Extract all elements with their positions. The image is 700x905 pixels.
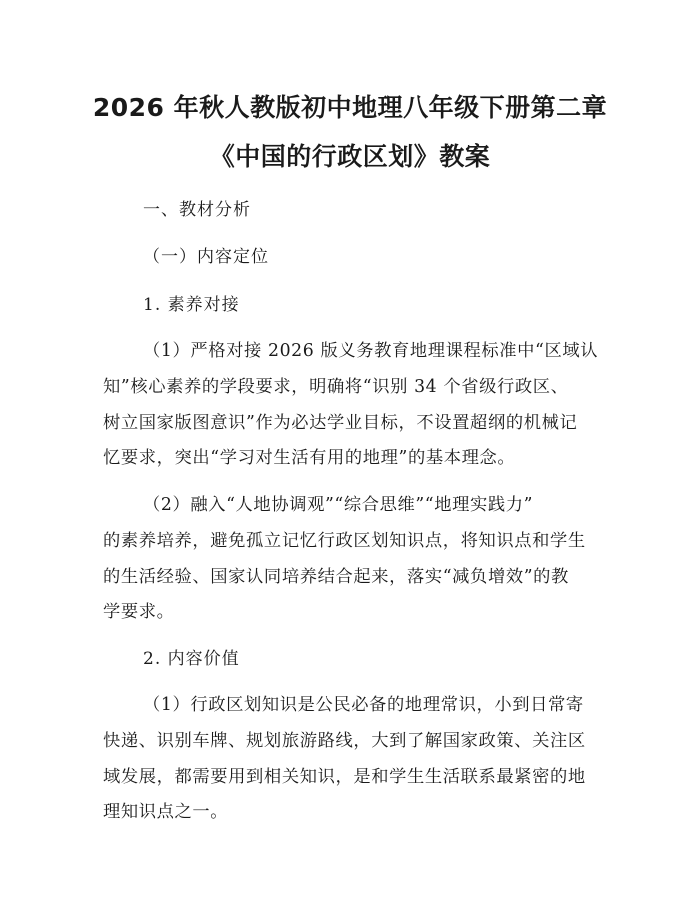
paragraph-2-line-2: 的素养培养，避免孤立记忆行政区划知识点，将知识点和学生 bbox=[103, 531, 586, 551]
item-heading-literacy-alignment: 1. 素养对接 bbox=[143, 295, 240, 315]
subsection-heading-content-positioning: （一）内容定位 bbox=[143, 247, 269, 267]
paragraph-2-line-4: 学要求。 bbox=[103, 602, 175, 622]
document-title-line-2: 《中国的行政区划》教案 bbox=[209, 142, 491, 171]
section-heading-teaching-material-analysis: 一、教材分析 bbox=[143, 200, 251, 220]
paragraph-1-line-4: 忆要求，突出“学习对生活有用的地理”的基本理念。 bbox=[103, 448, 516, 468]
paragraph-2-line-3: 的生活经验、国家认同培养结合起来，落实“减负增效”的教 bbox=[103, 567, 569, 587]
paragraph-1-line-2: 知”核心素养的学段要求，明确将“识别 34 个省级行政区、 bbox=[103, 377, 569, 397]
paragraph-2-line-1: （2）融入“人地协调观”“综合思维”“地理实践力” bbox=[143, 495, 534, 515]
document-title-line-1: 2026 年秋人教版初中地理八年级下册第二章 bbox=[92, 93, 608, 122]
paragraph-3-line-2: 快递、识别车牌、规划旅游路线，大到了解国家政策、关注区 bbox=[103, 731, 586, 751]
item-heading-content-value: 2. 内容价值 bbox=[143, 649, 240, 669]
paragraph-1-line-3: 树立国家版图意识”作为必达学业目标，不设置超纲的机械记 bbox=[103, 413, 578, 433]
paragraph-3-line-1: （1）行政区划知识是公民必备的地理常识，小到日常寄 bbox=[143, 695, 584, 715]
paragraph-3-line-3: 域发展，都需要用到相关知识，是和学生生活联系最紧密的地 bbox=[103, 767, 586, 787]
paragraph-1-line-1: （1）严格对接 2026 版义务教育地理课程标准中“区域认 bbox=[143, 341, 599, 361]
paragraph-3-line-4: 理知识点之一。 bbox=[103, 802, 229, 822]
